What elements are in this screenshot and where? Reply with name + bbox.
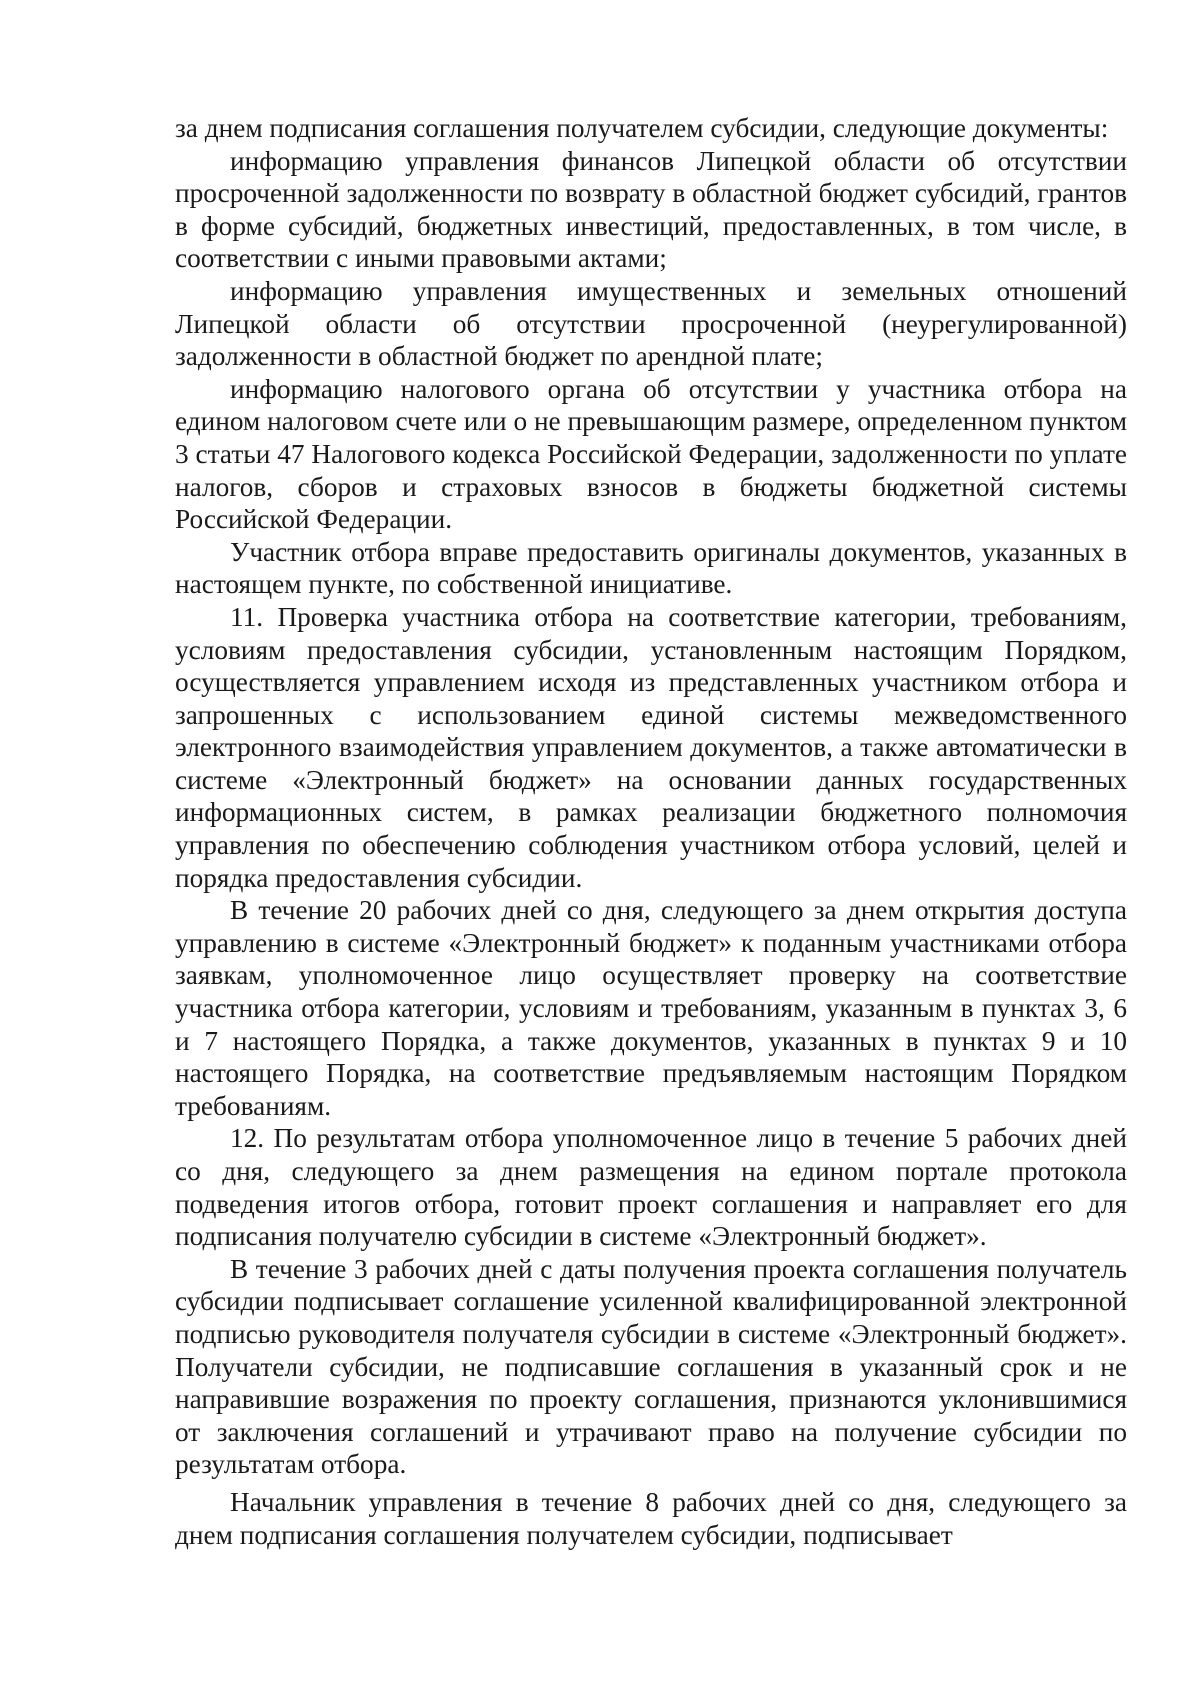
paragraph-tax-info: информацию налогового органа об отсутствии у участника отбора на едином налоговом счете или о не превышающим размере, определенном пунктом 3 статьи 47 Налогового кодекса Российской Федерации, задолженности по уплате налогов, сборов и страховых взносов в бюджеты бюджетной системы Российской Федерации. <box>175 373 1127 535</box>
paragraph-signing-period: В течение 3 рабочих дней с даты получения проекта соглашения получатель субсидии подписывает соглашение усиленной квалифицированной электронной подписью руководителя получателя субсидии в системе «Электронный бюджет». Получатели субсидии, не подписавшие соглашения в указанный срок и не направившие возражения по проекту соглашения, признаются уклонившимися от заключения соглашений и утрачивают право на получение субсидии по результатам отбора. <box>175 1253 1127 1480</box>
paragraph-originals: Участник отбора вправе предоставить оригиналы документов, указанных в настоящем пункте, по собственной инициативе. <box>175 536 1127 600</box>
paragraph-head-signs: Начальник управления в течение 8 рабочих дней со дня, следующего за днем подписания соглашения получателем субсидии, подписывает <box>175 1486 1127 1550</box>
paragraph-continuation: за днем подписания соглашения получателем субсидии, следующие документы: <box>175 113 1109 143</box>
paragraph-finance-info: информацию управления финансов Липецкой области об отсутствии просроченной задолженности по возврату в областной бюджет субсидий, грантов в форме субсидий, бюджетных инвестиций, предоставленных, в том числе, в соответствии с иными правовыми актами; <box>175 145 1127 274</box>
paragraph-item-12: 12. По результатам отбора уполномоченное лицо в течение 5 рабочих дней со дня, следующего за днем размещения на едином портале протокола подведения итогов отбора, готовит проект соглашения и направляет его для подписания получателю субсидии в системе «Электронный бюджет». <box>175 1123 1127 1252</box>
document-page <box>175 112 1127 1551</box>
paragraph-check-period: В течение 20 рабочих дней со дня, следующего за днем открытия доступа управлению в системе «Электронный бюджет» к поданным участниками отбора заявкам, уполномоченное лицо осуществляет проверку на соответствие участника отбора категории, условиям и требованиям, указанным в пунктах 3, 6 и 7 настоящего Порядка, а также документов, указанных в пунктах 9 и 10 настоящего Порядка, на соответствие предъявляемым настоящим Порядком требованиям. <box>175 895 1127 1121</box>
paragraph-item-11: 11. Проверка участника отбора на соответствие категории, требованиям, условиям предоставления субсидии, установленным настоящим Порядком, осуществляется управлением исходя из представленных участником отбора и запрошенных с использованием единой системы межведомственного электронного взаимодействия управлением документов, а также автоматически в системе «Электронный бюджет» на основании данных государственных информационных систем, в рамках реализации бюджетного полномочия управления по обеспечению соблюдения участником отбора условий, целей и порядка предоставления субсидии. <box>175 601 1127 893</box>
paragraph-property-info: информацию управления имущественных и земельных отношений Липецкой области об отсутствии просроченной (неурегулированной) задолженности в областной бюджет по арендной плате; <box>175 275 1127 372</box>
